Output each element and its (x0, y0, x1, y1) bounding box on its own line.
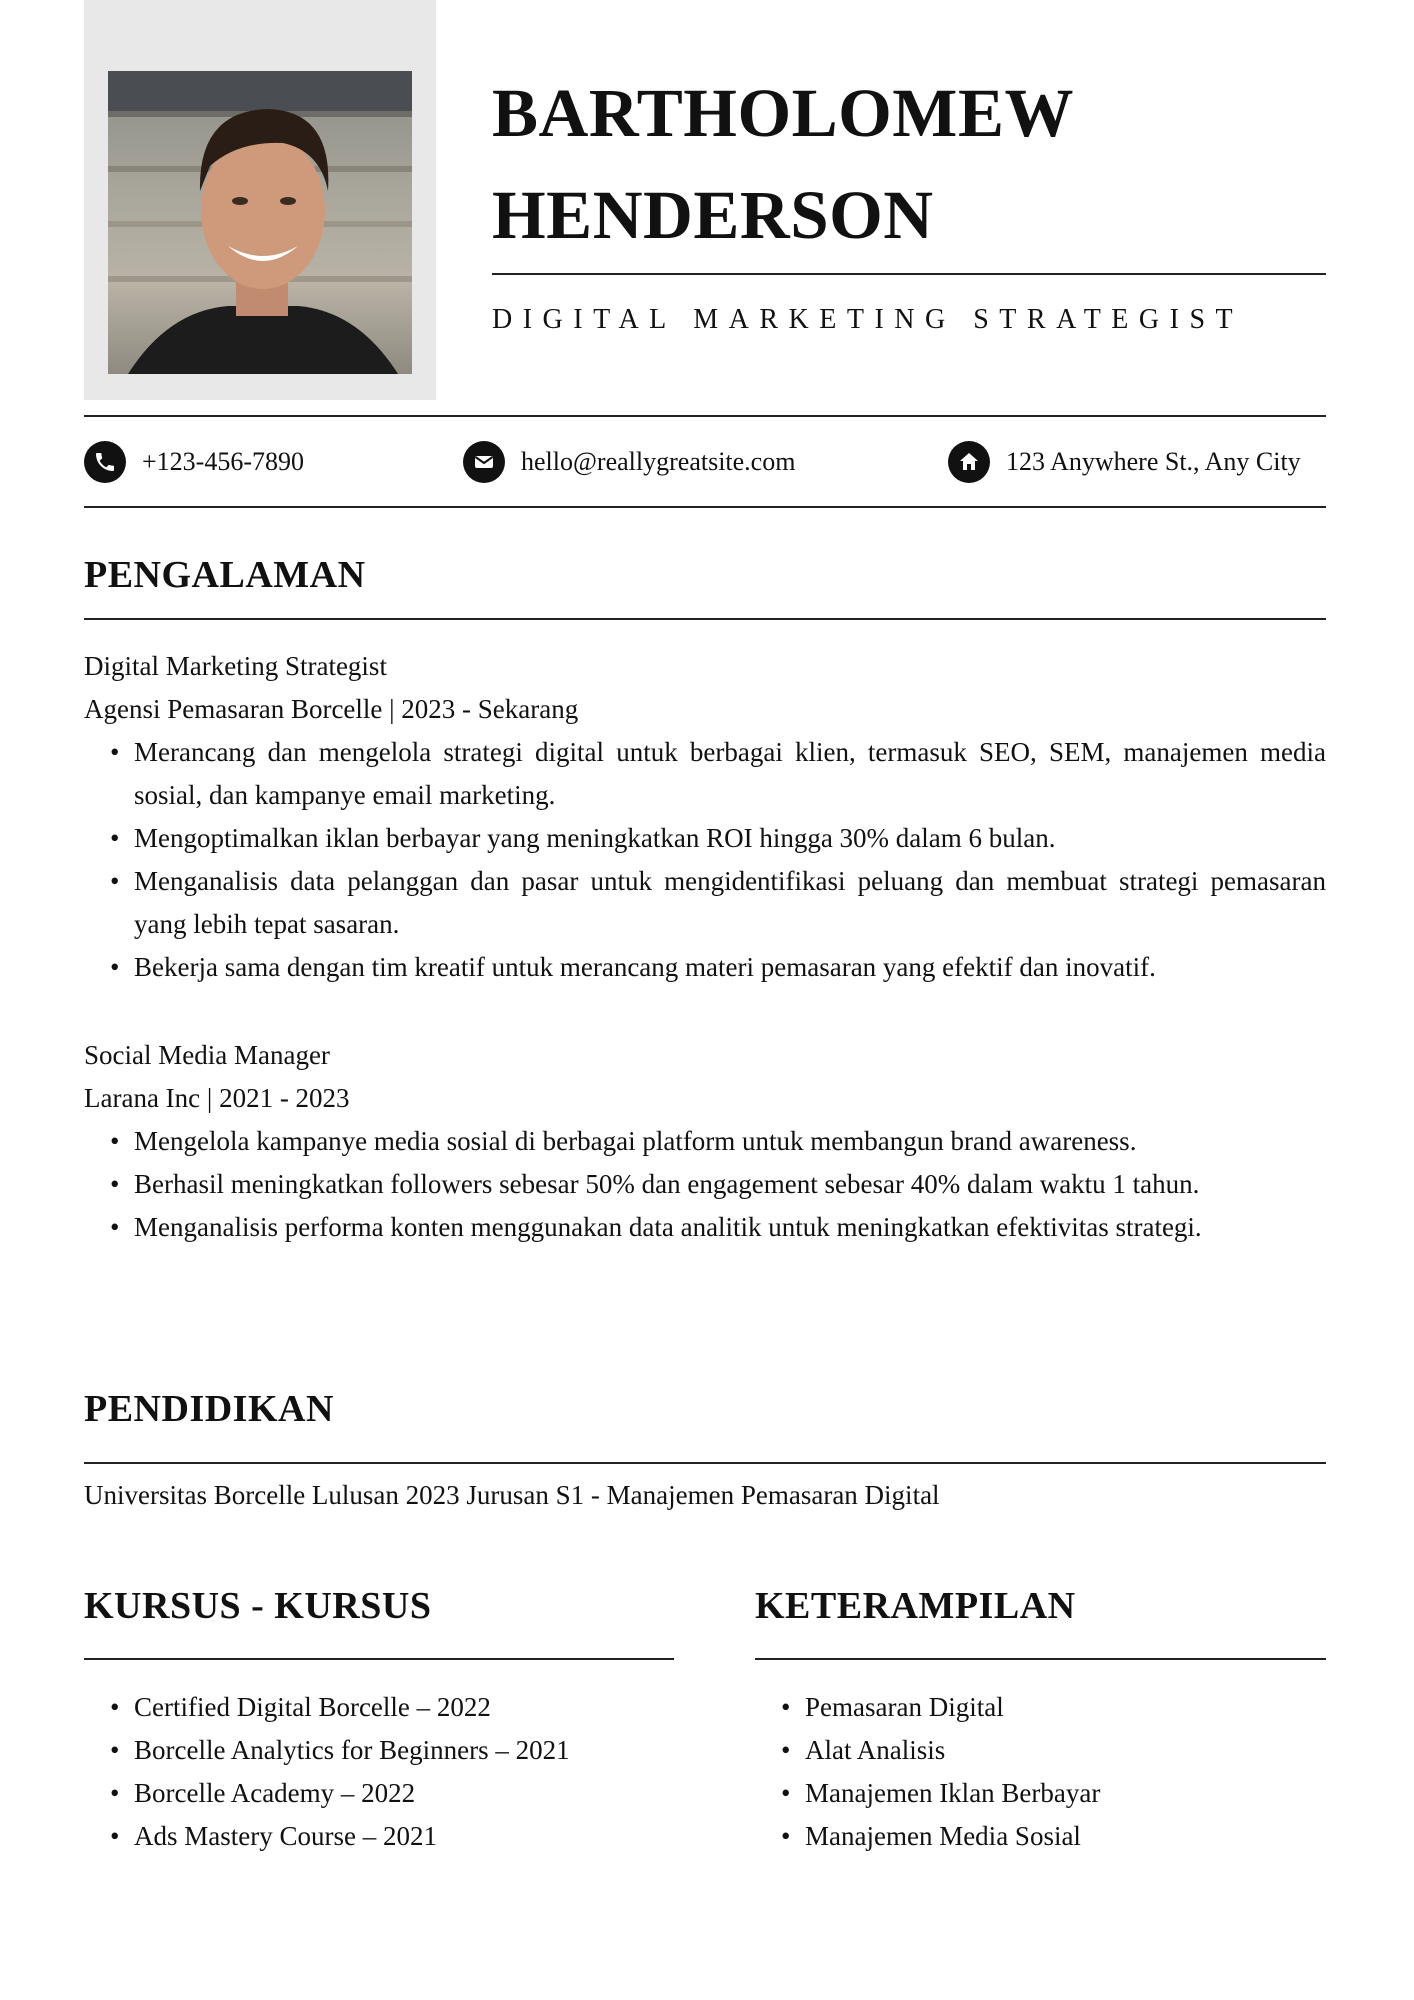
job-bullet: • Merancang dan mengelola strategi digital untuk berbagai klien, termasuk SEO, SEM, manajemen media sosial, dan kampanye email marketing. (134, 731, 1326, 817)
job-company: Agensi Pemasaran Borcelle | 2023 - Sekarang (84, 694, 579, 724)
candidate-name (492, 62, 1342, 266)
experience-divider (84, 618, 1326, 620)
education-text: Universitas Borcelle Lulusan 2023 Jurusan S1 - Manajemen Pemasaran Digital (84, 1480, 940, 1510)
home-icon (948, 441, 990, 483)
courses-divider (84, 1658, 674, 1660)
job-bullets (84, 731, 1326, 989)
courses-list (84, 1686, 684, 1858)
name-last: HENDERSON (492, 177, 934, 253)
course-item: • Certified Digital Borcelle – 2022 (134, 1686, 684, 1729)
contact-address[interactable] (948, 440, 1301, 484)
course-item: • Borcelle Analytics for Beginners – 2021 (134, 1729, 684, 1772)
contact-divider-bottom (84, 506, 1326, 508)
contact-email[interactable] (463, 440, 795, 484)
job-entry-1 (84, 645, 1326, 989)
course-item: • Borcelle Academy – 2022 (134, 1772, 684, 1815)
name-divider (492, 273, 1326, 275)
job-bullet: • Menganalisis performa konten menggunakan data analitik untuk meningkatkan efektivitas strategi. (134, 1206, 1326, 1249)
skill-item: • Pemasaran Digital (805, 1686, 1326, 1729)
courses-heading: KURSUS - KURSUS (84, 1585, 432, 1627)
job-bullet: • Berhasil meningkatkan followers sebesar 50% dan engagement sebesar 40% dalam waktu 1 tahun. (134, 1163, 1326, 1206)
education-divider (84, 1462, 1326, 1464)
job-role: Digital Marketing Strategist (84, 651, 387, 681)
name-first: BARTHOLOMEW (492, 75, 1074, 151)
phone-icon (84, 441, 126, 483)
profile-photo (108, 71, 412, 374)
skills-heading: KETERAMPILAN (755, 1585, 1076, 1627)
skills-list (755, 1686, 1326, 1858)
job-bullet: • Mengelola kampanye media sosial di berbagai platform untuk membangun brand awareness. (134, 1120, 1326, 1163)
education-heading: PENDIDIKAN (84, 1388, 334, 1430)
skill-item: • Manajemen Iklan Berbayar (805, 1772, 1326, 1815)
job-role: Social Media Manager (84, 1040, 330, 1070)
experience-heading: PENGALAMAN (84, 554, 366, 596)
address-text: 123 Anywhere St., Any City (1006, 447, 1301, 476)
skill-item: • Manajemen Media Sosial (805, 1815, 1326, 1858)
job-entry-2 (84, 1034, 1326, 1249)
job-bullets (84, 1120, 1326, 1249)
contact-phone[interactable] (84, 440, 304, 484)
skills-divider (755, 1658, 1326, 1660)
job-bullet: • Bekerja sama dengan tim kreatif untuk merancang materi pemasaran yang efektif dan inovatif. (134, 946, 1326, 989)
job-company: Larana Inc | 2021 - 2023 (84, 1083, 350, 1113)
mail-icon (463, 441, 505, 483)
email-text: hello@reallygreatsite.com (521, 447, 796, 476)
contact-divider-top (84, 415, 1326, 417)
job-title: DIGITAL MARKETING STRATEGIST (492, 304, 1244, 335)
job-bullet: • Menganalisis data pelanggan dan pasar untuk mengidentifikasi peluang dan membuat strategi pemasaran yang lebih tepat sasaran. (134, 860, 1326, 946)
course-item: • Ads Mastery Course – 2021 (134, 1815, 684, 1858)
skill-item: • Alat Analisis (805, 1729, 1326, 1772)
phone-text: +123-456-7890 (142, 447, 304, 476)
job-bullet: • Mengoptimalkan iklan berbayar yang meningkatkan ROI hingga 30% dalam 6 bulan. (134, 817, 1326, 860)
